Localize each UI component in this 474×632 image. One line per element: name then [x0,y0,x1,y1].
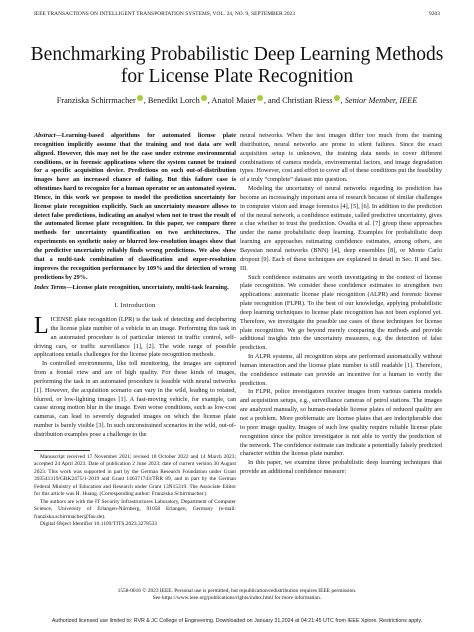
footnote-manuscript: Manuscript received 17 November 2021; revised 18 October 2022 and 14 March 2023; accepted 24 April 2023. Date of publication 2 June 2023; date of current version 30 August 2023. This work was supported in part by the German Research Foundation under Grant 393541319/GRK2475/1-2019 and Grant 146371743/TRR 89, and in part by the German Federal Ministry of Education and Research under Grant 13N15319. The Associate Editor for this article was H. Huang. (Corresponding author: Franziska Schirrmacher.) [34,453,236,498]
body-paragraph: Such confidence estimates are worth investigating in the context of license plate recognition. We consider these confidence estimates to strengthen two applications: automatic license plate recognition (ALPR) and forensic license plate recognition (FLPR). To the best of our knowledge, applying probabilistic deep learning techniques to license plate recognition has not been explored yet. Therefore, we investigate the possible use cases of these techniques for license plate recognition. We go beyond merely comparing the methods and provide additional insights into the uncertainty measures, e.g. the detection of false prediction. [240,273,442,352]
index-terms-label: Index Terms [34,284,67,292]
body-paragraph: neural networks. When the test images differ too much from the training distribution, neural networks are prone to silent failures. Since the exact acquisition setup is unknown, the training data needs to cover different combinations of camera models, environmental factors, and image degradation types. However, cost and effort to cover all of these conditions put the feasibility of a truly “complete” dataset into question. [240,132,442,184]
copyright-line-2[interactable]: See https://www.ieee.org/publications/rights/index.html for more information. [152,595,322,602]
author-name: Franziska Schirrmacher [56,96,136,105]
abstract [34,132,236,282]
copyright-line-1: 1558-0016 © 2023 IEEE. Personal use is permitted, but republication/redistribution requires IEEE permission. [117,588,357,594]
paragraph-text: ICENSE plate recognition (LPR) is the task of detecting and deciphering the license plate number of a vehicle in an image. Performing this task in an automated procedure is of particular interest in traffic control, self-driving cars, or traffic surveillance [1], [2]. The wide range of possible applications entails challenges for the license plate recognition methods. [34,316,236,359]
copyright-notice [34,588,440,603]
intro-paragraph-1 [34,313,236,360]
orcid-icon[interactable] [201,95,207,101]
footnote-doi[interactable]: Digital Object Identifier 10.1109/TITS.2023.3278533 [40,521,157,528]
footnote-divider [34,450,90,451]
abstract-label: Abstract [34,132,56,139]
author-name: Benedikt Lorch [147,96,200,105]
author-name: Anatol Maier [211,96,256,105]
body-paragraph: Modeling the uncertainty of neural networks regarding its prediction has become an increasingly important area of research because of similar challenges in computer vision and image forensics [4], [5], [6]. In addition to the prediction of the neural network, a confidence estimate, called predictive uncertainty, gives a clue whether to trust the prediction. Ovadia et al. [7] group these approaches under the name probabilistic deep learning. Examples for probabilistic deep learning are approaches estimating confidence estimates, among others, are Bayesian neural networks (BNN) [4], deep ensembles [8], or Monte Carlo dropout [9]. Each of these techniques are explained in detail in Sec. II and Sec. III. [240,185,442,272]
orcid-icon[interactable] [334,95,340,101]
running-header [34,11,440,20]
left-column [34,132,236,529]
authorized-use-banner: Authorized licensed use limited to: RVR & JC College of Engineering. Downloaded on January 31,2024 at 04:21:45 UTC from IEEE Xplore. Restrictions apply. [51,618,423,624]
title-line-2: for License Plate Recognition [120,66,354,87]
journal-name: IEEE TRANSACTIONS ON INTELLIGENT TRANSPORTATION SYSTEMS, VOL. 24, NO. 9, SEPTEMBER 2023 [34,11,296,17]
author-name: and Christian Riess [268,96,333,105]
drop-cap: L [34,313,49,340]
intro-paragraph-2: In controlled environments, like toll monitoring, the images are captured from a frontal view and are of high quality. For these kinds of images, performing the task in an automated procedure is feasible with neural networks [1]. However, the acquisition scenario can vary in the wild, leading to rotated, blurred, or low-lighting images [1]. A fast-moving vehicle, for example, can cause strong motion blur in the image. Even worse conditions, such as low-cost cameras, can lead to severely degraded images on which the license plate number is barely visible [3]. In such unconstrained scenarios in the wild, out-of-distribution examples pose a challenge to the [34,360,236,438]
index-terms-text: —License plate recognition, uncertainty, multi-task learning. [66,284,229,292]
author-list: Franziska Schirrmacher , Benedikt Lorch , Anatol Maier , and Christian Riess , Senior Member, IEEE [56,96,418,105]
footnote-affiliation: The authors are with the IT Security Infrastructures Laboratory, Department of Computer Science, University of Erlangen-Nürnberg, 91058 Erlangen, Germany (e-mail: franziska.schirrmacher@fau.de). [34,498,236,520]
abstract-text: —Learning-based algorithms for automated license plate recognition implicitly assume that the training and test data are well aligned. However, this may not be the case under extreme environmental conditions, or in forensic applications where the system cannot be trained for a specific acquisition device. Predictions on such out-of-distribution images have an increased chance of failing. But this failure case is oftentimes hard to recognize for a human operator or an automated system. Hence, in this work we propose to model the prediction uncertainty for license plate recognition explicitly. Such an uncertainty measure allows to detect false predictions, indicating an analyst when not to trust the result of the automated license plate recognition. In this paper, we compare three methods for uncertainty quantification on two architectures. The experiments on synthetic noisy or blurred low-resolution images show that the predictive uncertainty reliably finds wrong predictions. We also show that a multi-task combination of classification and super-resolution improves the recognition performance by 109% and the detection of wrong predictions by 29%. [34,132,236,281]
orcid-icon[interactable] [137,95,143,101]
title-line-1: Benchmarking Probabilistic Deep Learning Methods [30,44,444,65]
body-paragraph: In FLPR, police investigators receive images from various camera models and acquisition setups, e.g., surveillance cameras of petrol stations. The images are analyzed manually, so human-readable license plates of reduced quality are not a problem. More problematic are license plates that are indecipherable due to poor image quality. Images of such low quality require reliable license plate recognition since the police investigator is not able to verify the prediction of the network. The confidence estimate can indicate a potentially falsely predicted character within the license plate number. [240,388,442,458]
paper-title [20,44,454,88]
orcid-icon[interactable] [257,95,263,101]
page-number: 9203 [429,11,440,17]
index-terms [34,284,236,293]
section-heading: I. Introduction [114,302,156,310]
author-role: Senior Member, IEEE [344,96,418,105]
right-column [240,132,442,477]
body-paragraph: In ALPR systems, all recognition steps are performed automatically without human interaction and the license plate number is still readable [1]. Therefore, the confidence estimate can provide an incentive for a human to verify the prediction. [240,353,442,387]
body-paragraph: In this paper, we examine three probabilistic deep learning techniques that provide an additional confidence measure: [240,459,442,476]
